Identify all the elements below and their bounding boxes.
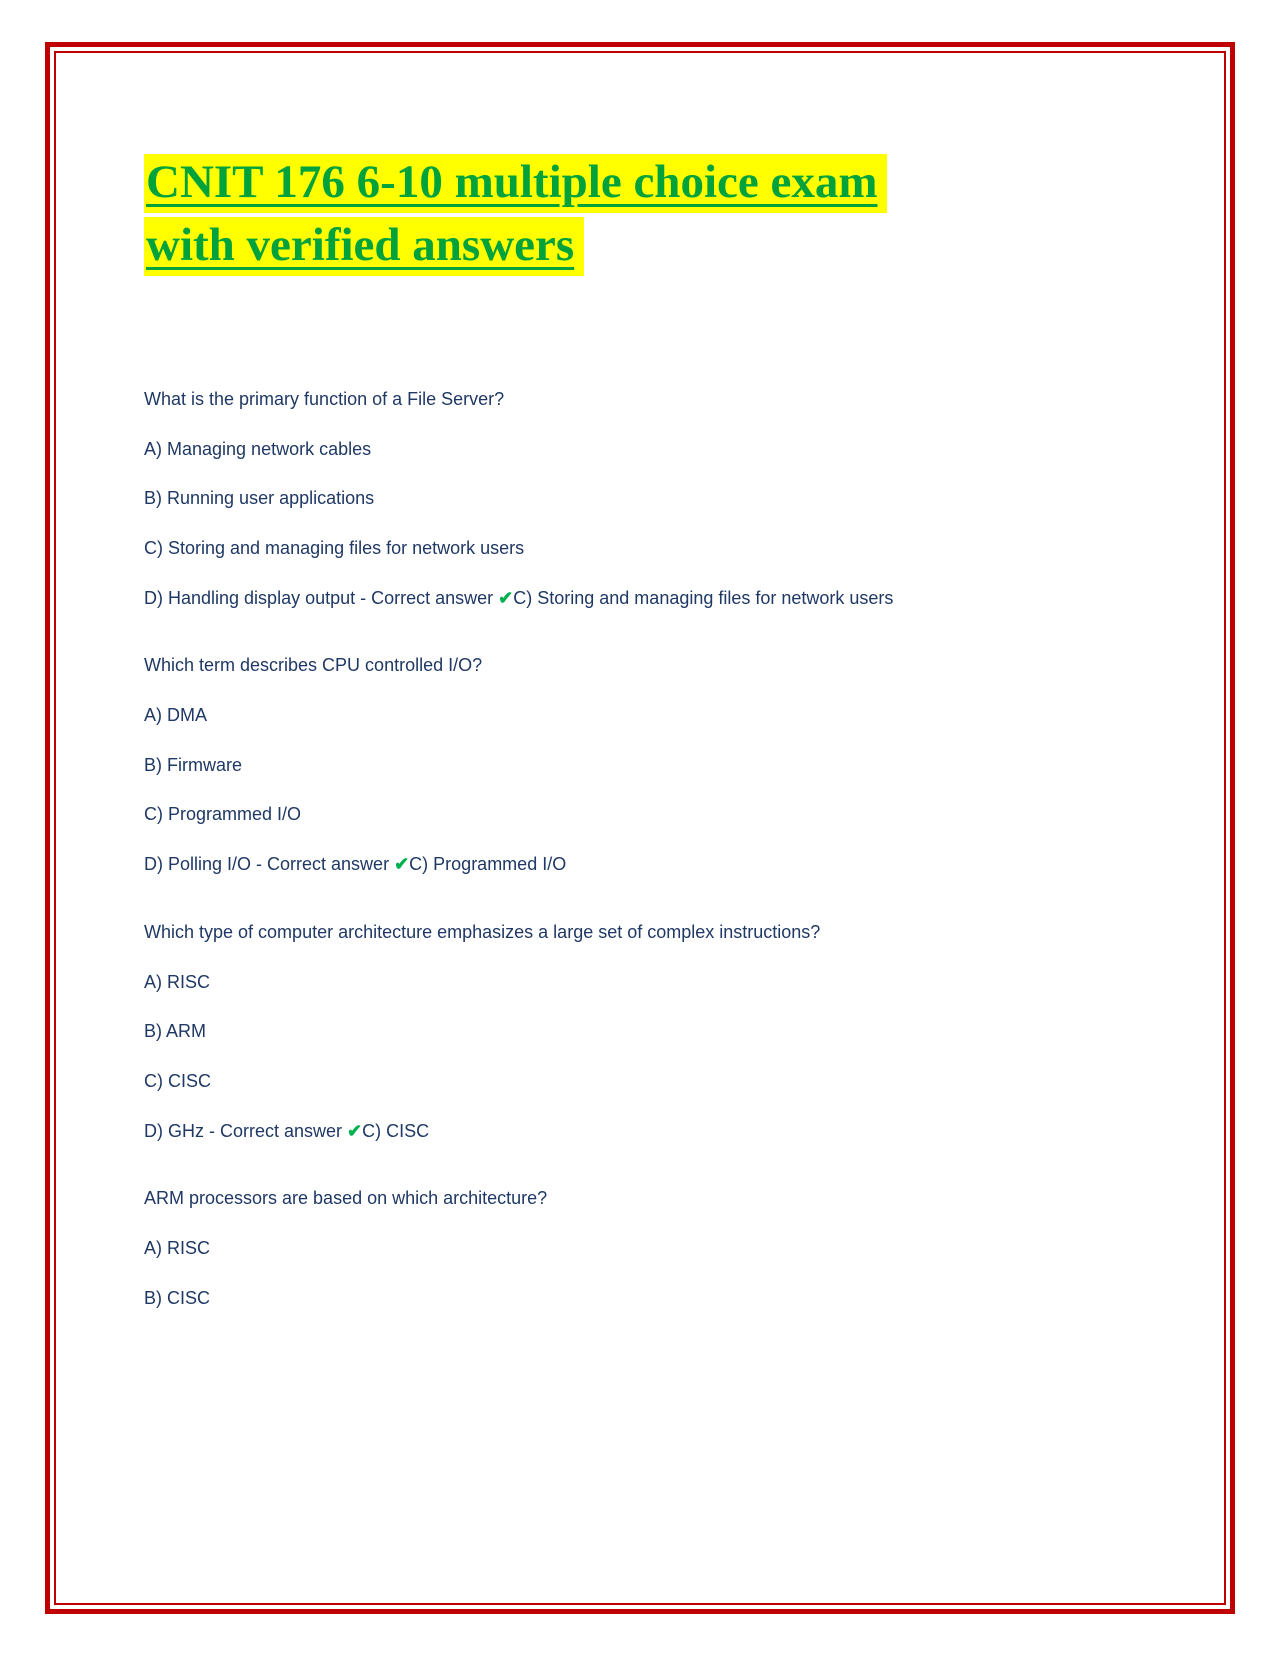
checkmark-icon: ✔ <box>394 854 410 875</box>
option-line <box>144 488 1136 509</box>
option-line-with-answer <box>144 588 1136 609</box>
correct-answer-text: C) CISC <box>362 1120 430 1141</box>
option-line <box>144 1238 1136 1259</box>
title-line-2: with verified answers <box>144 217 584 276</box>
option-text: D) Handling display output - Correct answer <box>144 587 499 608</box>
option-text: B) Running user applications <box>144 488 375 509</box>
option-line-with-answer <box>144 854 1136 875</box>
option-text: B) Firmware <box>144 754 242 775</box>
option-line-with-answer <box>144 1121 1136 1142</box>
question-text: Which type of computer architecture emphasizes a large set of complex instructions? <box>144 921 821 942</box>
option-text: C) Storing and managing files for network users <box>144 538 525 558</box>
option-line <box>144 1071 1136 1092</box>
option-line <box>144 1021 1136 1042</box>
option-line <box>144 439 1136 460</box>
correct-answer-text: C) Programmed I/O <box>409 854 567 875</box>
option-text: A) RISC <box>144 1237 211 1258</box>
document-title <box>144 151 1084 277</box>
page-border-inner <box>54 51 1226 1605</box>
question-block-4 <box>144 1188 1136 1308</box>
option-line <box>144 705 1136 726</box>
option-text: D) GHz - Correct answer <box>144 1120 348 1141</box>
option-text: A) DMA <box>144 705 207 726</box>
question-block-1 <box>144 389 1136 608</box>
option-line <box>144 972 1136 993</box>
checkmark-icon: ✔ <box>498 587 514 608</box>
option-text: D) Polling I/O - Correct answer <box>144 854 395 875</box>
question-block-3 <box>144 922 1136 1141</box>
option-text: B) ARM <box>144 1021 207 1042</box>
question-text: What is the primary function of a File Server? <box>144 388 505 409</box>
option-text: A) Managing network cables <box>144 438 372 459</box>
question-block-2 <box>144 655 1136 874</box>
option-text: C) Programmed I/O <box>144 804 302 825</box>
option-line <box>144 804 1136 825</box>
question-text: ARM processors are based on which architecture? <box>144 1188 548 1209</box>
question-text: Which term describes CPU controlled I/O? <box>144 655 483 676</box>
option-line <box>144 1288 1136 1309</box>
title-line-1: CNIT 176 6-10 multiple choice exam <box>144 154 887 213</box>
option-text: A) RISC <box>144 971 211 992</box>
page-border-outer <box>45 42 1235 1614</box>
option-text: B) CISC <box>144 1287 211 1308</box>
correct-answer-text: C) Storing and managing files for network users <box>513 587 894 608</box>
option-line <box>144 755 1136 776</box>
checkmark-icon: ✔ <box>347 1120 363 1141</box>
option-text: C) CISC <box>144 1070 211 1091</box>
option-line <box>144 538 1136 559</box>
